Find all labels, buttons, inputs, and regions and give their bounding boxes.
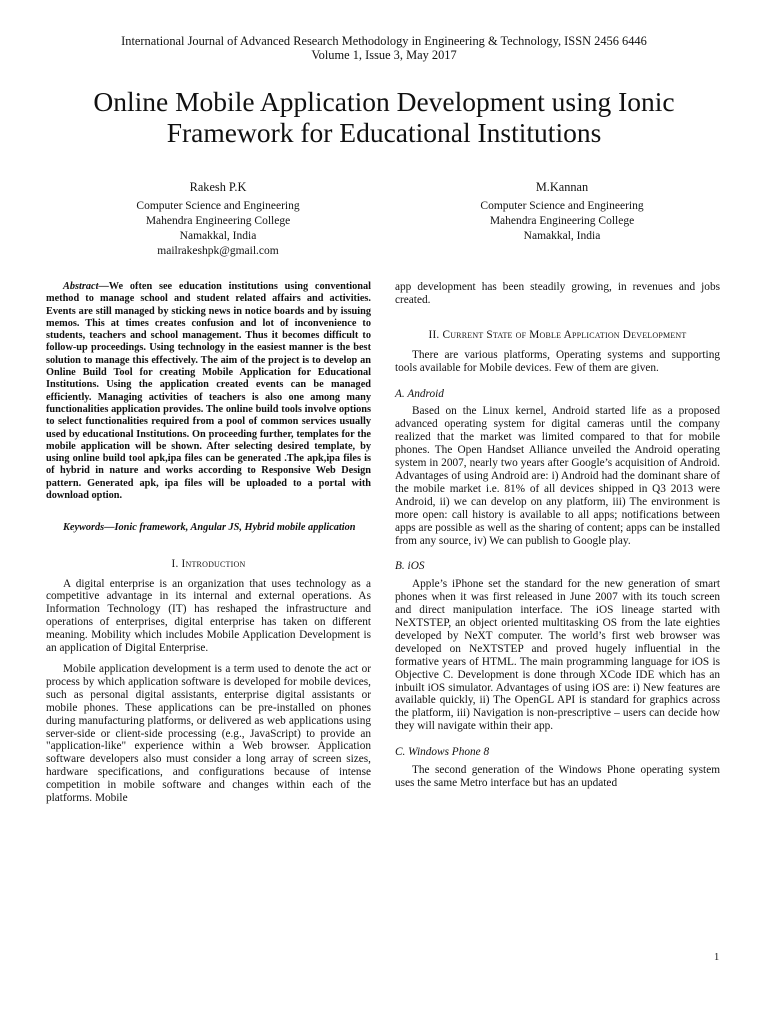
ios-paragraph: Apple’s iPhone set the standard for the new generation of smart phones when it was first released in June 2007 with its touch screen and direct manipulation interface. The iOS lineage started with NeXTSTEP, an object oriented multitasking OS from the late eighties developed by NeXT computer. The world’s first web browser was developed on NeXTSTEP and proved hugely influential in the formative years of HTML. The main programming language for iOS is Objective C. Development is done through XCode IDE which has an inbuilt iOS simulator. Advantages of using iOS are: i) New features are available quickly, ii) The OpenGL API is standard for graphics across the platform, iii) Navigation is non-prescriptive – users can decide how they will navigate within their app. <box>395 578 720 733</box>
title-line-2: Framework for Educational Institutions <box>166 117 602 148</box>
journal-header <box>0 34 768 62</box>
author-location: Namakkal, India <box>179 230 257 242</box>
windows-phone-paragraph: The second generation of the Windows Phone operating system uses the same Metro interface but has an updated <box>395 764 720 789</box>
android-paragraph: Based on the Linux kernel, Android started life as a proposed advanced operating system for digital cameras until the company realized that the market was limited compared to that for mobile phones. The Open Handset Alliance unveiled the Android operating system in 2007, nearly two years after Google’s acquisition of Android. Advantages of using Android are: i) Android had the dominant share of the mobile market i.e. 81% of all devices shipped in Q3 2013 were Android, ii) we can develop on any platform, iii) The environment is more open: call history is available to all apps; notifications between apps are possible as well as the sharing of content; apps can be installed from any source, iv) We can publish to Google play. <box>395 405 720 547</box>
subsection-heading-ios: B. iOS <box>395 560 425 573</box>
author-location: Namakkal, India <box>523 230 601 242</box>
abstract <box>46 281 371 502</box>
page-number: 1 <box>714 952 720 963</box>
author-dept: Computer Science and Engineering <box>136 200 300 212</box>
right-column <box>395 281 720 790</box>
keywords: Keywords—Ionic framework, Angular JS, Hybrid mobile application <box>63 522 356 534</box>
author-college: Mahendra Engineering College <box>145 215 291 227</box>
intro-paragraph-2: Mobile application development is a term used to denote the act or process by which application software is developed for mobile devices, such as personal digital assistants, enterprise digital assistants or mobile phones. These applications can be pre-installed on phones during manufacturing platforms, or delivered as web applications using server-side or client-side processing (e.g., JavaScript) to provide an "application-like" experience within a Web browser. Application software developers also must consider a long array of screen sizes, hardware specifications, and configurations because of intense competition in mobile software and changes within each of the platforms. Mobile <box>46 662 371 805</box>
continued-paragraph: app development has been steadily growing, in revenues and jobs created. <box>395 281 720 306</box>
subsection-heading-windows-phone: C. Windows Phone 8 <box>395 746 490 759</box>
section-heading-introduction: I. Introduction <box>171 557 246 570</box>
author-name: Rakesh P.K <box>189 180 247 194</box>
author-college: Mahendra Engineering College <box>489 215 635 227</box>
paper-title <box>30 86 738 148</box>
section-heading-current-state: II. Current State of Moble Application Development <box>428 328 687 341</box>
intro-paragraph-1: A digital enterprise is an organization that uses technology as a competitive advantage in its internal and external operations. As Information Technology (IT) has reshaped the infrastructure and operations of enterprises, digital enterprise has taken on different meaning. Mobility which includes Mobile Application Development is an application of Digital Enterprise. <box>46 577 371 655</box>
author-dept: Computer Science and Engineering <box>480 200 644 212</box>
title-line-1: Online Mobile Application Development using Ionic <box>93 86 675 117</box>
journal-line-2: Volume 1, Issue 3, May 2017 <box>311 48 457 62</box>
author-block-1 <box>83 180 353 259</box>
abstract-text: —We often see education institutions using conventional method to manage school and student related affairs and activities. Events are still managed by sticking news in notice boards and by issuing memos. This at times creates confusion and lot of inconvenience to students, teachers and school management. Thus it becomes difficult to follow-up proceedings. Using technology in the easiest manner is the best solution to manage this effectively. The aim of the project is to develop an Online Build Tool for creating Mobile Application for Educational Institutions. Using the application created events can be managed efficiently. Managing activities of teachers is also one among many functionalities application provides. The online build tools involve options to select functionalities required from a pool of common services usually used by educational Institutions. On proceeding further, templates for the mobile application will be shown. After selecting desired template, by using online build tool apk,ipa files can be generated .The apk,ipa files is of hybrid in nature and works according to Responsive Web Design pattern. Generated apk, ipa files will be uploaded to a portal with download option. <box>46 281 371 502</box>
section2-paragraph: There are various platforms, Operating systems and supporting tools available for Mobile devices. Few of them are given. <box>395 348 720 374</box>
left-column <box>46 281 371 805</box>
subsection-heading-android: A. Android <box>395 387 444 400</box>
author-name: M.Kannan <box>535 180 589 194</box>
author-block-2 <box>427 180 697 244</box>
journal-line-1: International Journal of Advanced Research Methodology in Engineering & Technology, ISSN 2456 6446 <box>121 34 647 48</box>
abstract-label: Abstract <box>63 281 99 292</box>
author-email: mailrakeshpk@gmail.com <box>157 245 279 257</box>
